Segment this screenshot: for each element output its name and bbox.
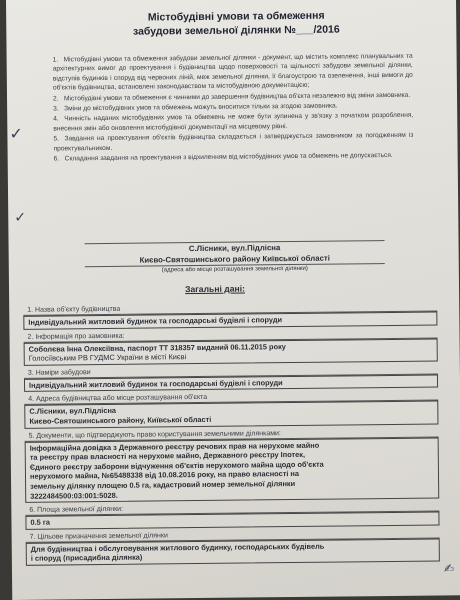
field-value: Індивідуальний житловий будинок та господарські будівлі і споруди <box>24 374 438 392</box>
address-line-2: Києво-Святошинського району Київської області <box>139 253 330 265</box>
field-value: Інформаційна довідка з Державного реєстру речових прав на нерухоме майно та реєстру прав власності на нерухоме майно, Державного реєстру Іпотек, Єдиного реєстру заборони відчуження об'єктів нерухомого майна щодо об'єкта нерухомого майна, №65488338 від 10.08.2016 року, на право власності на земельну ділянку площею 0.5 га, кадастровий номер земельної ділянки 3222484500:03:001:5028. <box>25 437 440 503</box>
title-line-1: Містобудівні умови та обмеження <box>147 9 325 24</box>
title-line-2: забудови земельної ділянки №___/2016 <box>132 23 340 38</box>
field-label: 6. Площа земельної ділянки: <box>25 502 439 516</box>
address-caption: (адреса або місце розташування земельної ділянки) <box>85 263 385 275</box>
condition-item: 1. Містобудівні умови та обмеження забудови земельної ділянки - документ, що містить комплекс планувальних та архітектурних вимог до проектування і будівництва щодо поверховості та щільності забудови земельної ділянки, відступів будинків і споруд від червоних ліній, меж земельної ділянки, її благоустрою та озеленення, інші вимоги до об'єктів будівництва, встановлені законодавством та містобудівною документацією; <box>52 52 413 92</box>
field-label: 2. Інформація про замовника: <box>23 328 437 342</box>
condition-item: 4. Чинність наданих містобудівних умов та обмежень не може бути зупинена у зв'язку з початком розроблення, внесення змін або оновлення містобудівної документації на місцевому рівні. <box>53 112 414 133</box>
condition-item: 6. Складання завдання на проектування з відхиленням від містобудівних умов та обмежень не допускається. <box>53 152 393 163</box>
field-land-area <box>25 502 439 530</box>
condition-item: 2. Містобудівні умови та обмеження є чинними до завершення будівництва об'єкта незалежно від зміни замовника. <box>52 91 411 103</box>
field-ownership-documents <box>25 427 440 503</box>
general-data-fields <box>23 302 440 569</box>
field-value: Для будівництва і обслуговування житлового будинку, господарських будівель і споруд (присадибна ділянка) <box>26 538 440 566</box>
land-address-block <box>85 240 385 275</box>
condition-item: 5. Завдання на проектування об'єктів будівництва складається і затверджується замовником за погодженням із проектувальником. <box>53 131 414 153</box>
field-label: 3. Наміри забудови <box>24 364 438 378</box>
field-value: Соболєва Інна Олексіївна, паспорт ТТ 318357 виданий 06.11.2015 року Голосіївським РВ ГУДМС України в місті Києві <box>24 338 438 366</box>
conditions-list <box>53 52 414 165</box>
document-title <box>106 8 366 39</box>
general-data-heading: Загальні дані: <box>184 283 245 295</box>
field-label: 7. Цільове призначення земельної ділянки <box>26 528 440 542</box>
field-value: С.Лісники, вул.Підлісна Києво-Святошинського району, Київської області <box>24 401 438 429</box>
condition-item: 3. Зміни до містобудівних умов та обмежень можуть вноситися тільки за згодою замовника. <box>53 102 338 113</box>
field-land-purpose <box>26 528 440 566</box>
field-customer-info <box>23 328 437 366</box>
handwritten-pen-mark-icon: ✍ <box>443 561 455 576</box>
field-object-name <box>23 302 437 330</box>
field-construction-address <box>24 391 438 429</box>
handwritten-check-mark-icon: ✓ <box>9 123 23 143</box>
field-building-intent <box>24 364 438 392</box>
field-label: 4. Адреса будівництва або місце розташування об'єкта <box>24 391 438 405</box>
field-value: Індивідуальний житловий будинок та господарські будівлі і споруди <box>23 312 437 330</box>
field-label: 1. Назва об'єкту будівництва <box>23 302 437 316</box>
field-label: 5. Документи, що підтверджують право користування земельними ділянками: <box>25 427 439 441</box>
field-value: 0.5 га <box>25 512 439 530</box>
address-line-1: С.Лісники, вул.Підлісна <box>85 240 385 256</box>
document-page <box>6 0 460 600</box>
handwritten-check-mark-icon: ✓ <box>14 209 27 226</box>
